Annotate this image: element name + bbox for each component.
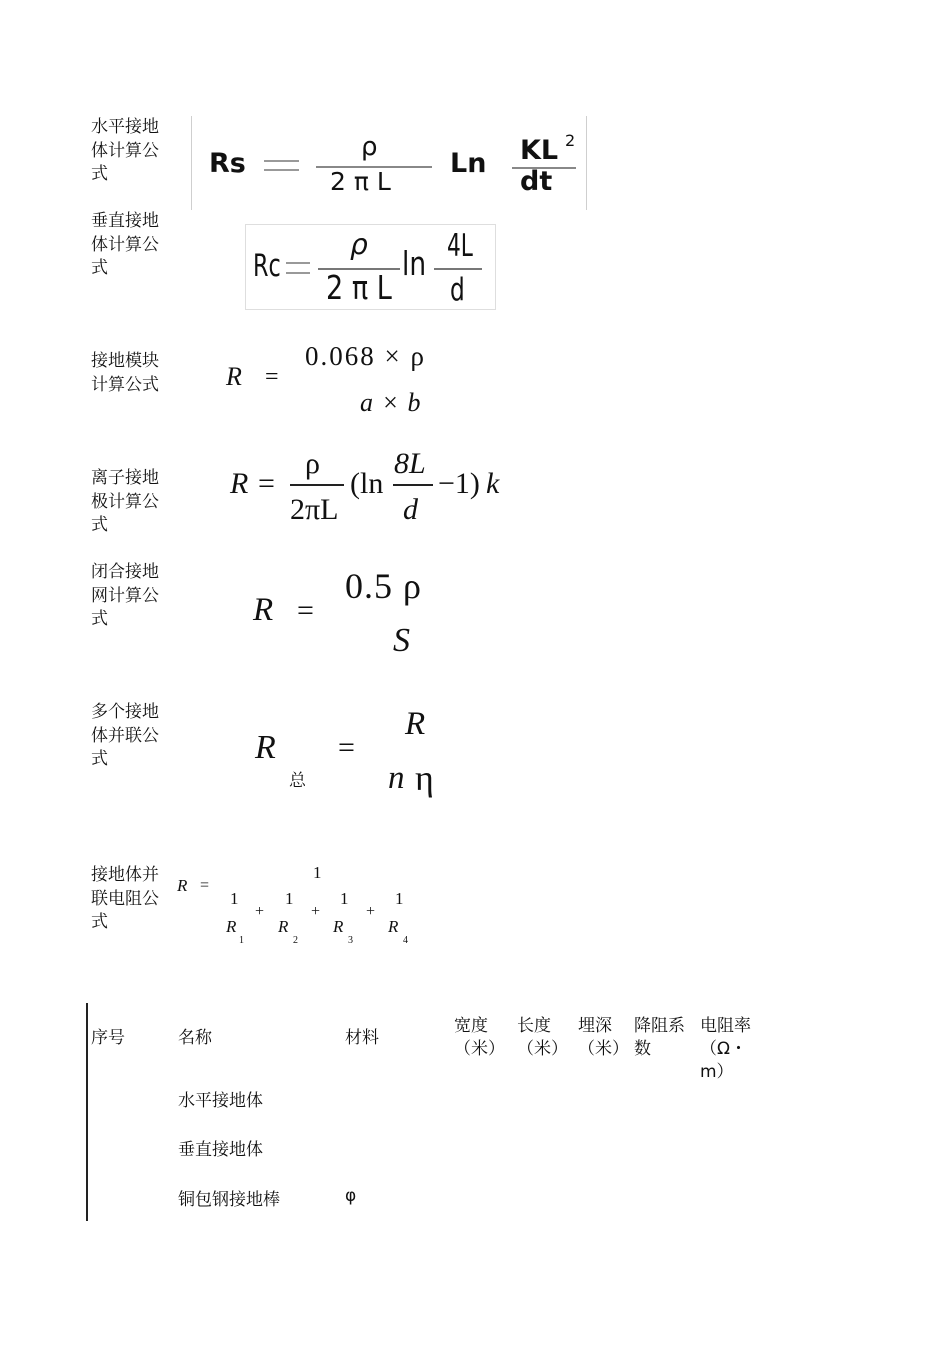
- formula-horizontal-left-border: [191, 116, 192, 210]
- header-width: 宽度（米）: [454, 1016, 505, 1059]
- f2-num2: 4L: [447, 228, 473, 264]
- f7-one-4: 1: [395, 889, 404, 908]
- f4-den2: d: [403, 493, 418, 526]
- f7-plus-3: +: [366, 903, 376, 920]
- f1-eq-bottom: [264, 169, 299, 171]
- label-module: 接地模块计算公式: [91, 351, 159, 395]
- f3-lhs: R: [226, 362, 242, 391]
- f5-num: 0.5 ρ: [345, 566, 422, 606]
- f2-lhs: Rc: [253, 248, 281, 284]
- f2-eq-bottom: [286, 272, 310, 274]
- f7-num: 1: [313, 863, 322, 882]
- f4-den: [290, 493, 338, 527]
- header-length: 长度（米）: [517, 1016, 568, 1059]
- f7-sub-3: 3: [348, 935, 353, 946]
- formula-horizontal-right-border: [586, 116, 587, 210]
- f4-num2: 8L: [394, 447, 426, 480]
- f7-eq: =: [200, 877, 210, 894]
- f4-den-text: 2πL: [290, 493, 339, 526]
- f7-r-1: R: [226, 917, 237, 936]
- label-parallel-resistance: 接地体并联电阻公式: [91, 865, 159, 932]
- label-closed-grid: 闭合接地网计算公式: [91, 562, 159, 629]
- f3-num: 0.068 × ρ: [305, 341, 426, 371]
- f6-eq: =: [338, 731, 355, 764]
- f2-den: 2 π L: [326, 268, 392, 307]
- f7-one-2: 1: [285, 889, 294, 908]
- f2-den2: d: [450, 272, 465, 308]
- f5-eq: =: [297, 594, 314, 627]
- f2-num: ρ: [350, 228, 368, 261]
- label-vertical: 垂直接地体计算公式: [91, 211, 159, 278]
- row-1-name: 水平接地体: [178, 1091, 263, 1111]
- label-ion: 离子接地极计算公式: [91, 468, 159, 535]
- f6-num: R: [405, 706, 426, 742]
- f3-eq: =: [265, 364, 279, 390]
- f7-one-3: 1: [340, 889, 349, 908]
- f1-exp: 2: [565, 131, 576, 150]
- row-3-material: φ: [345, 1186, 357, 1206]
- f4-frac-bar: [290, 484, 344, 486]
- header-material: 材料: [345, 1028, 379, 1048]
- f1-lhs: Rs: [209, 148, 246, 179]
- label-multi-parallel: 多个接地体并联公式: [91, 702, 159, 769]
- f4-num: ρ: [305, 447, 320, 480]
- f7-sub-1: 1: [239, 935, 244, 946]
- f2-frac-bar-2: [434, 268, 482, 270]
- f7-r-2: R: [278, 917, 289, 936]
- f7-plus-2: +: [311, 903, 321, 920]
- table-left-border: [86, 1003, 88, 1221]
- f2-ln: ln: [402, 244, 427, 283]
- row-3-name: 铜包钢接地棒: [178, 1190, 280, 1210]
- f6-den-n: n: [388, 760, 405, 796]
- f7-sub-4: 4: [403, 935, 408, 946]
- f1-eq-top: [264, 160, 299, 162]
- f7-one-1: 1: [230, 889, 239, 908]
- f1-num2: KL: [520, 135, 559, 166]
- f1-ln: Ln: [450, 148, 487, 179]
- header-index: 序号: [91, 1028, 125, 1048]
- f7-plus-1: +: [255, 903, 265, 920]
- header-depth: 埋深（米）: [578, 1016, 629, 1059]
- f7-lhs: R: [177, 876, 188, 895]
- f4-eq: =: [258, 467, 275, 500]
- row-2-name: 垂直接地体: [178, 1140, 263, 1160]
- f4-lhs: R: [230, 467, 249, 500]
- f4-frac-bar-2: [393, 484, 433, 486]
- f3-den: a × b: [360, 388, 421, 417]
- f5-den: S: [393, 622, 410, 659]
- f4-tail: −1): [438, 467, 480, 500]
- f7-r-3: R: [333, 917, 344, 936]
- f1-den2: dt: [520, 166, 553, 197]
- f6-den-eta: η: [415, 758, 434, 798]
- f2-eq-top: [286, 262, 310, 264]
- f4-open: (ln: [350, 467, 384, 500]
- f6-sub: 总: [289, 771, 306, 791]
- f5-lhs: R: [253, 592, 274, 628]
- f1-den: 2 π L: [330, 167, 391, 196]
- f7-sub-2: 2: [293, 935, 298, 946]
- f7-r-4: R: [388, 917, 399, 936]
- header-name: 名称: [178, 1028, 212, 1048]
- f6-lhs: R: [255, 729, 276, 766]
- header-reduction: 降阻系数: [634, 1016, 685, 1059]
- f4-k: k: [486, 467, 500, 500]
- label-horizontal: 水平接地体计算公式: [91, 117, 159, 184]
- header-resistivity: 电阻率（Ω・m）: [700, 1016, 751, 1082]
- f1-num: ρ: [361, 132, 378, 162]
